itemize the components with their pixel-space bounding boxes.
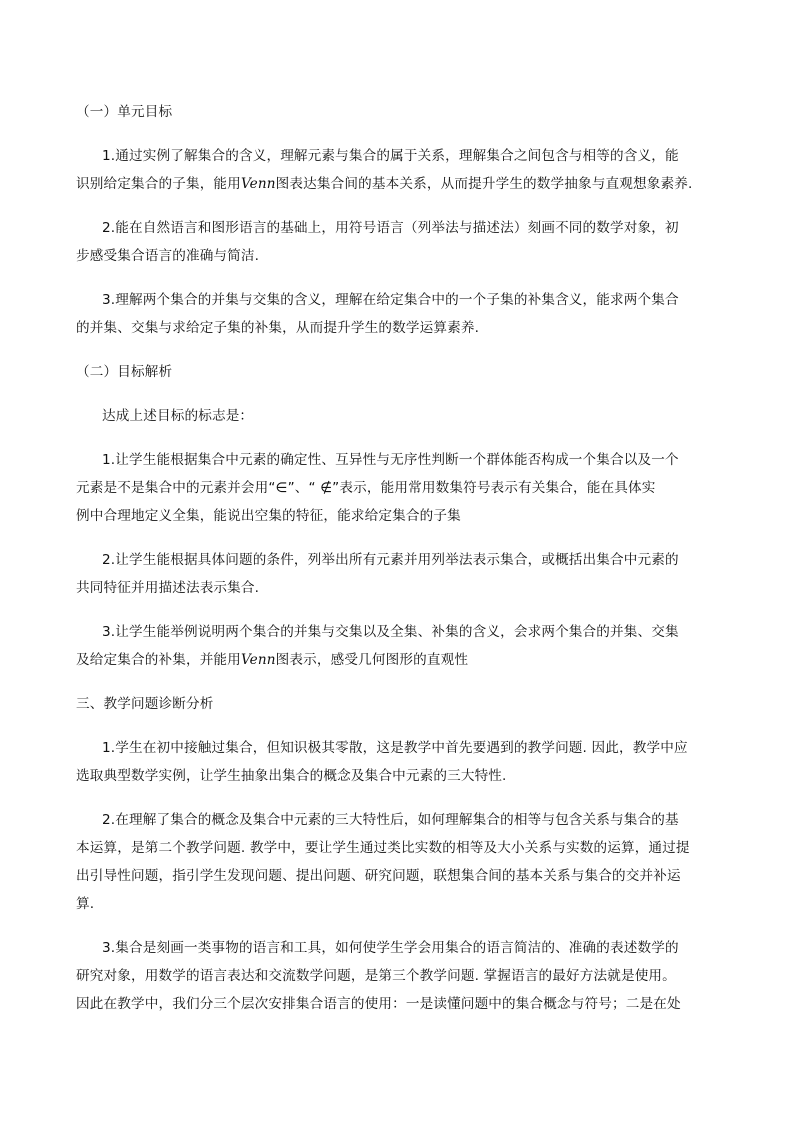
paragraph-line: 因此在教学中，我们分三个层次安排集合语言的使用：一是读懂问题中的集合概念与符号；二是在处	[76, 996, 681, 1012]
paragraph-line: 本运算，是第二个教学问题. 教学中，要让学生通过类比实数的相等及大小关系与实数的运算，通过提	[76, 840, 690, 856]
section-heading-unit-goals: （一）单元目标	[76, 104, 173, 120]
paragraph-line: 识别给定集合的子集，能用Venn图表达集合间的基本关系，从而提升学生的数学抽象与直观想象素养.	[76, 176, 693, 192]
section-heading-diagnosis: 三、教学问题诊断分析	[76, 696, 214, 712]
paragraph-line: 1.通过实例了解集合的含义，理解元素与集合的属于关系，理解集合之间包含与相等的含义，能	[102, 148, 679, 164]
paragraph-line: 例中合理地定义全集，能说出空集的特征，能求给定集合的子集	[76, 508, 461, 524]
paragraph-line: 3.让学生能举例说明两个集合的并集与交集以及全集、补集的含义，会求两个集合的并集、交集	[102, 624, 679, 640]
paragraph-line: 研究对象，用数学的语言表达和交流数学问题，是第三个教学问题. 掌握语言的最好方法就是使用。	[76, 968, 676, 984]
paragraph-line: 算.	[76, 896, 95, 912]
paragraph-line: 出引导性问题，指引学生发现问题、提出问题、研究问题，联想集合间的基本关系与集合的交并补运	[76, 868, 681, 884]
paragraph-intro: 达成上述目标的标志是：	[102, 408, 254, 424]
paragraph-line: 及给定集合的补集，并能用Venn图表示，感受几何图形的直观性	[76, 652, 469, 668]
section-heading-goal-analysis: （二）目标解析	[76, 364, 173, 380]
paragraph-line: 2.能在自然语言和图形语言的基础上，用符号语言（列举法与描述法）刻画不同的数学对象，初	[102, 220, 679, 236]
paragraph-line: 的并集、交集与求给定子集的补集，从而提升学生的数学运算素养.	[76, 320, 480, 336]
paragraph-line: 3.集合是刻画一类事物的语言和工具，如何使学生学会用集合的语言简洁的、准确的表述数学的	[102, 940, 679, 956]
paragraph-line: 共同特征并用描述法表示集合.	[76, 580, 260, 596]
paragraph-line: 3.理解两个集合的并集与交集的含义，理解在给定集合中的一个子集的补集含义，能求两个集合	[102, 292, 679, 308]
paragraph-line: 2.让学生能根据具体问题的条件，列举出所有元素并用列举法表示集合，或概括出集合中元素的	[102, 552, 679, 568]
paragraph-line: 步感受集合语言的准确与简洁.	[76, 248, 260, 264]
paragraph-line: 2.在理解了集合的概念及集合中元素的三大特性后，如何理解集合的相等与包含关系与集合的基	[102, 812, 679, 828]
paragraph-line: 元素是不是集合中的元素并会用“∈”、“ ∉”表示，能用常用数集符号表示有关集合，能在具体实	[76, 480, 656, 496]
paragraph-line: 1.让学生能根据集合中元素的确定性、互异性与无序性判断一个群体能否构成一个集合以及一个	[102, 452, 679, 468]
venn-term: Venn	[240, 176, 276, 192]
paragraph-line: 1.学生在初中接触过集合，但知识极其零散，这是教学中首先要遇到的教学问题. 因此，教学中应	[102, 740, 688, 756]
paragraph-line: 选取典型数学实例，让学生抽象出集合的概念及集合中元素的三大特性.	[76, 768, 507, 784]
venn-term: Venn	[240, 652, 276, 668]
